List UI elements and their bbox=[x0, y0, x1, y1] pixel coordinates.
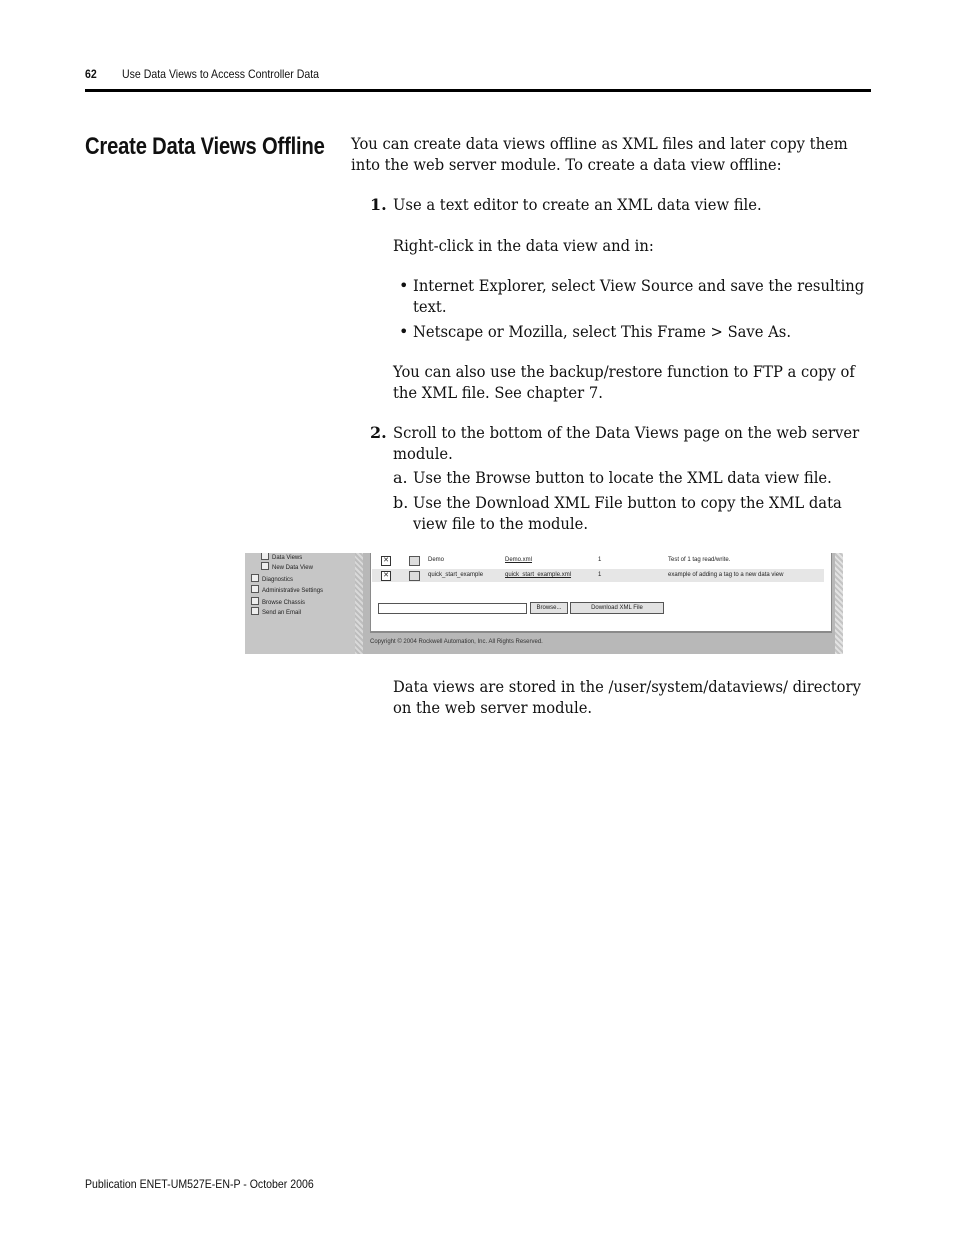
nav-item-new-data-view: New Data View bbox=[261, 562, 313, 572]
intro-paragraph: You can create data views offline as XML files and later copy them into the web server module. To create a data view offline: bbox=[351, 134, 848, 174]
header-rule bbox=[85, 89, 871, 92]
step-2-text: Scroll to the bottom of the Data Views page on the web server module. bbox=[393, 423, 860, 463]
publication-footer: Publication ENET-UM527E-EN-P - October 2006 bbox=[85, 1177, 314, 1191]
nav-item-diagnostics: Diagnostics bbox=[251, 574, 293, 584]
section-title: Create Data Views Offline bbox=[85, 133, 325, 160]
substep-b-text: Use the Download XML File button to copy the XML data view file to the module. bbox=[413, 493, 842, 533]
row-count: 1 bbox=[598, 572, 602, 578]
row-file-link: quick_start_example.xml bbox=[505, 572, 572, 578]
nav-item-data-views: Data Views bbox=[261, 553, 302, 562]
step-2-number: 2. bbox=[370, 423, 387, 442]
delete-checkbox-icon: ✕ bbox=[381, 556, 391, 566]
document-icon bbox=[251, 597, 259, 605]
download-xml-button: Download XML File bbox=[570, 602, 664, 614]
row-description: Test of 1 tag read/write. bbox=[668, 557, 731, 563]
edit-document-icon bbox=[409, 556, 420, 566]
edit-document-icon bbox=[409, 571, 420, 581]
document-icon bbox=[261, 553, 269, 560]
backup-note: You can also use the backup/restore function to FTP a copy of the XML file. See chapter 7. bbox=[393, 362, 855, 402]
substep-b-label: b. bbox=[393, 493, 409, 512]
step-1-text: Use a text editor to create an XML data view file. bbox=[393, 195, 762, 214]
data-views-screenshot bbox=[245, 553, 843, 654]
bullet-netscape: Netscape or Mozilla, select This Frame > Save As. bbox=[413, 322, 792, 341]
screenshot-copyright: Copyright © 2004 Rockwell Automation, Inc. All Rights Reserved. bbox=[370, 639, 543, 645]
page-number: 62 bbox=[85, 67, 97, 81]
table-row bbox=[372, 554, 824, 567]
folder-icon bbox=[251, 574, 259, 582]
screenshot-main-scrollbar bbox=[835, 553, 843, 654]
row-description: example of adding a tag to a new data view bbox=[668, 572, 784, 578]
row-count: 1 bbox=[598, 557, 602, 563]
storage-note: Data views are stored in the /user/system/dataviews/ directory on the web server module. bbox=[393, 677, 861, 717]
substep-a-text: Use the Browse button to locate the XML data view file. bbox=[413, 468, 832, 487]
right-click-text: Right-click in the data view and in: bbox=[393, 236, 654, 255]
nav-item-send-email: Send an Email bbox=[251, 607, 301, 617]
row-name: Demo bbox=[428, 557, 445, 563]
browse-button: Browse... bbox=[530, 602, 568, 614]
chapter-title: Use Data Views to Access Controller Data bbox=[122, 67, 320, 81]
document-icon bbox=[251, 607, 259, 615]
nav-item-browse-chassis: Browse Chassis bbox=[251, 597, 305, 607]
screenshot-nav-scrollbar bbox=[355, 553, 363, 654]
document-icon bbox=[261, 562, 269, 570]
folder-icon bbox=[251, 585, 259, 593]
table-row bbox=[372, 569, 824, 582]
bullet-icon: • bbox=[399, 322, 409, 341]
delete-checkbox-icon: ✕ bbox=[381, 571, 391, 581]
file-path-input bbox=[378, 603, 527, 614]
row-name: quick_start_example bbox=[428, 572, 484, 578]
substep-a-label: a. bbox=[393, 468, 408, 487]
step-1-number: 1. bbox=[370, 195, 387, 214]
screenshot-nav-panel bbox=[245, 553, 355, 654]
nav-item-administrative-settings: Administrative Settings bbox=[251, 585, 323, 595]
bullet-icon: • bbox=[399, 276, 409, 295]
bullet-ie: Internet Explorer, select View Source and save the resulting text. bbox=[413, 276, 865, 316]
row-file-link: Demo.xml bbox=[505, 557, 533, 563]
screenshot-main-panel bbox=[370, 553, 832, 633]
